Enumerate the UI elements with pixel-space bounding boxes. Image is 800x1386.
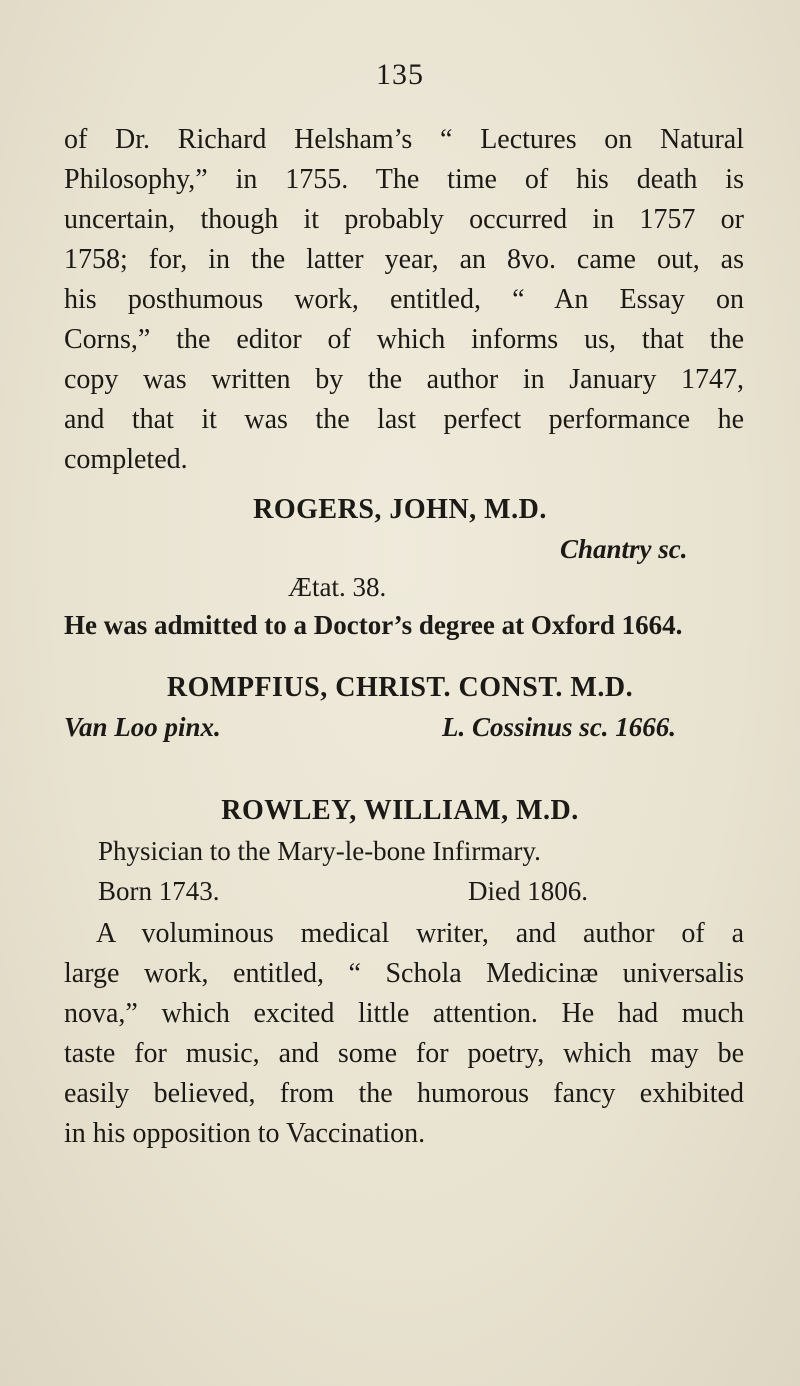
text-line: uncertain, though it probably occurred in 1757 or — [64, 204, 744, 235]
text-line: A voluminous medical writer, and author of a — [96, 918, 744, 949]
engraver-credit-rompfius: L. Cossinus sc. 1666. — [442, 712, 677, 742]
text-line: taste for music, and some for poetry, which may be — [64, 1038, 744, 1069]
painter-credit-rompfius: Van Loo pinx. — [64, 712, 221, 742]
text-line: of Dr. Richard Helsham’s “ Lectures on Natural — [64, 124, 744, 155]
text-line: and that it was the last perfect performance he — [64, 404, 744, 435]
page-number: 135 — [376, 58, 424, 91]
text-line: copy was written by the author in January 1747, — [64, 364, 744, 395]
intro-paragraph — [64, 120, 744, 480]
text-line: his posthumous work, entitled, “ An Essay on — [64, 284, 744, 315]
text-line: 1758; for, in the latter year, an 8vo. came out, as — [64, 244, 744, 275]
text-line: Corns,” the editor of which informs us, that the — [64, 324, 744, 355]
degree-note-rogers: He was admitted to a Doctor’s degree at Oxford 1664. — [64, 610, 683, 640]
bio-paragraph-rowley — [64, 914, 744, 1154]
entry-heading-rompfius: ROMPFIUS, CHRIST. CONST. M.D. — [166, 672, 634, 703]
born-rowley: Born 1743. — [98, 876, 220, 906]
text-line: Philosophy,” in 1755. The time of his death is — [64, 164, 744, 195]
text-line: nova,” which excited little attention. He had much — [64, 998, 744, 1029]
died-rowley: Died 1806. — [468, 876, 588, 906]
text-line: in his opposition to Vaccination. — [64, 1118, 426, 1149]
entry-heading-rowley: ROWLEY, WILLIAM, M.D. — [221, 795, 579, 826]
age-note-rogers: Ætat. 38. — [288, 572, 387, 602]
position-rowley: Physician to the Mary-le-bone Infirmary. — [98, 836, 541, 866]
text-line: large work, entitled, “ Schola Medicinæ universalis — [64, 958, 744, 989]
text-line: completed. — [64, 444, 188, 475]
engraver-credit-rogers: Chantry sc. — [560, 534, 688, 564]
text-line: easily believed, from the humorous fancy exhibited — [64, 1078, 744, 1109]
entry-heading-rogers: ROGERS, JOHN, M.D. — [253, 494, 547, 525]
